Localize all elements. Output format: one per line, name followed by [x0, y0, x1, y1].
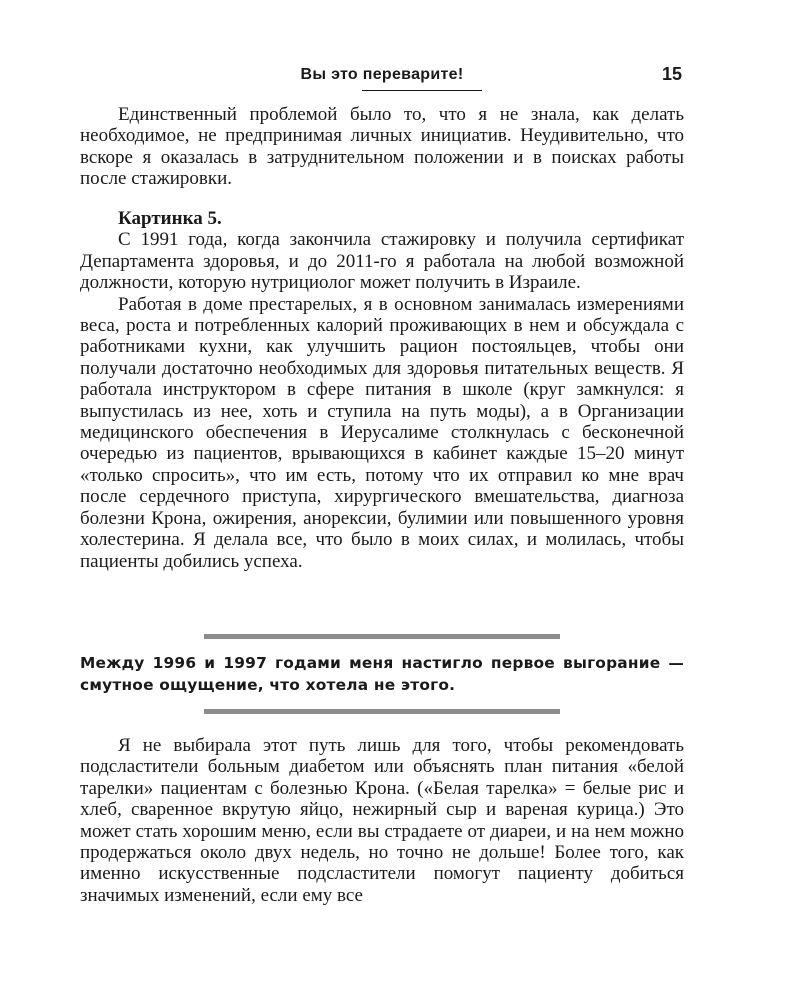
- paragraph: Я не выбирала этот путь лишь для того, чтобы рекомендовать подсластители больным диабетом или объяснять план питания «белой тарелки» пациентам с болезнью Крона. («Белая тарелка» = белые рис и хлеб, сваренное вкрутую яйцо, нежирный сыр и вареная курица.) Это может стать хорошим меню, если вы страдаете от диареи, и на нем можно продержаться около двух недель, но точно не дольше! Более того, как именно искусственные подсластители помогут пациенту добиться значимых изменений, если ему все: [80, 735, 684, 906]
- running-title: Вы это переварите!: [300, 66, 464, 83]
- page-number: 15: [661, 64, 682, 84]
- text-block-continuation: [80, 735, 684, 906]
- paragraph: Работая в доме престарелых, я в основном занималась измерениями веса, роста и потребленных калорий проживающих в нем и обсуждала с работниками кухни, как улучшить рацион постояльцев, чтобы они получали достаточно необходимых для здоровья питательных веществ. Я работала инструктором в сфере питания в школе (круг замкнулся: я выпустилась из нее, хоть и ступила на путь моды), а в Организации медицинского обеспечения в Иерусалиме столкнулась с бесконечной очередью из пациентов, врывающихся в кабинет каждые 15–20 минут «только спросить», что им есть, потому что их отправил ко мне врач после сердечного приступа, хирургического вмешательства, диагноза болезни Крона, ожирения, анорексии, булимии или повышенного уровня холестерина. Я делала все, что было в моих силах, и молилась, чтобы пациенты добились успеха.: [80, 293, 684, 572]
- pullquote: Между 1996 и 1997 годами меня настигло первое выгорание — смутное ощущение, что хотела не этого.: [80, 654, 684, 694]
- pullquote-top-rule: [204, 634, 560, 639]
- paragraph: С 1991 года, когда закончила стажировку и получила сертификат Департамента здоровья, и до 2011-го я работала на любой возможной должности, которую нутрициолог может получить в Израиле.: [80, 229, 684, 294]
- section-subheading: Картинка 5.: [118, 208, 222, 229]
- page-header: [80, 66, 684, 92]
- title-underline: [362, 90, 482, 91]
- pullquote-bottom-rule: [204, 709, 560, 714]
- text-block-picture-5: [80, 208, 684, 572]
- paragraph: Единственный проблемой было то, что я не знала, как делать необходимое, не предпринимая личных инициатив. Неудивительно, что вскоре я оказалась в затруднительном положении и в поисках работы после стажировки.: [80, 104, 684, 190]
- text-block-intro: [80, 104, 684, 190]
